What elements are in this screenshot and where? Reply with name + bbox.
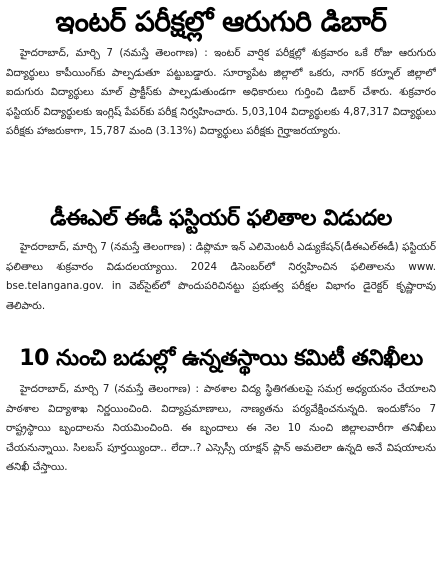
headline-deled-results: డీఈఎల్ ఈడీ ఫస్టియర్ ఫలితాల విడుదల: [50, 206, 392, 231]
headline-school-inspections: 10 నుంచి బడుల్లో ఉన్నతస్థాయి కమిటీ తనిఖీలు: [19, 346, 423, 371]
article-deled-results-body: హైదరాబాద్, మార్చి 7 (నమస్తే తెలంగాణ) : డిప్లొమా ఇన్ ఎలిమెంటరీ ఎడ్యుకేషన్(డీఈఎల్‌ఈడీ) ఫస్టియర్ ఫలితాలు శుక్రవారం విడుదలయ్యాయి. 2024 డిసెంబర్‌లో నిర్వహించిన ఫలితాలను www. bse.telangana.gov. in వెబ్‌సైట్‌లో పొందుపరిచినట్టు ప్రభుత్వ పరీక్షల విభాగం డైరెక్టర్ కృష్ణారావు తెలిపారు.: [6, 241, 436, 312]
article-school-inspections-body: హైదరాబాద్, మార్చి 7 (నమస్తే తెలంగాణ) : పాఠశాల విద్య స్థితిగతులపై సమగ్ర అధ్యయనం చేయాలని పాఠశాల విద్యాశాఖ నిర్ణయించింది. విద్యాప్రమాణాలు, నాణ్యతను పర్యవేక్షించనున్నది. ఇందుకోసం 7 రాష్ట్రస్థాయి బృందాలను నియమించింది. ఈ బృందాలు ఈ నెల 10 నుంచి జిల్లాలవారీగా తనిఖీలు చేయనున్నాయి. సిలబస్ పూర్తయ్యిందా.. లేదా..? ఎస్సెస్సీ యాక్షన్ ప్లాన్ అమలెలా ఉన్నది అనే విషయాలను తనిఖీ చేస్తాయి.: [6, 383, 436, 474]
article-inter-exams-body: హైదరాబాద్, మార్చి 7 (నమస్తే తెలంగాణ) : ఇంటర్ వార్షిక పరీక్షల్లో శుక్రవారం ఒకే రోజు ఆరుగురు విద్యార్థులు కాపీయింగ్‌కు పాల్పడుతూ పట్టుబడ్డారు. సూర్యాపేట జిల్లాలో ఒకరు, నాగర్ కర్నూల్ జిల్లాలో ఐదుగురు విద్యార్థులు మాల్ ప్రాక్టీస్‌కు పాల్పడుతుండగా అధికారులు గుర్తించి డిబార్ చేశారు. శుక్రవారం ఫస్టియర్ విద్యార్థులకు ఇంగ్లిష్ పేపర్‌కు పరీక్ష నిర్వహించారు. 5,03,104 విద్యార్థులకు 4,87,317 విద్యార్థులు పరీక్షకు హాజరుకాగా, 15,787 మంది (3.13%) విద్యార్థులు పరీక్షకు గైర్హాజరయ్యారు.: [6, 47, 436, 138]
headline-inter-exams-debar: ఇంటర్ పరీక్షల్లో ఆరుగురి డిబార్: [55, 5, 387, 38]
